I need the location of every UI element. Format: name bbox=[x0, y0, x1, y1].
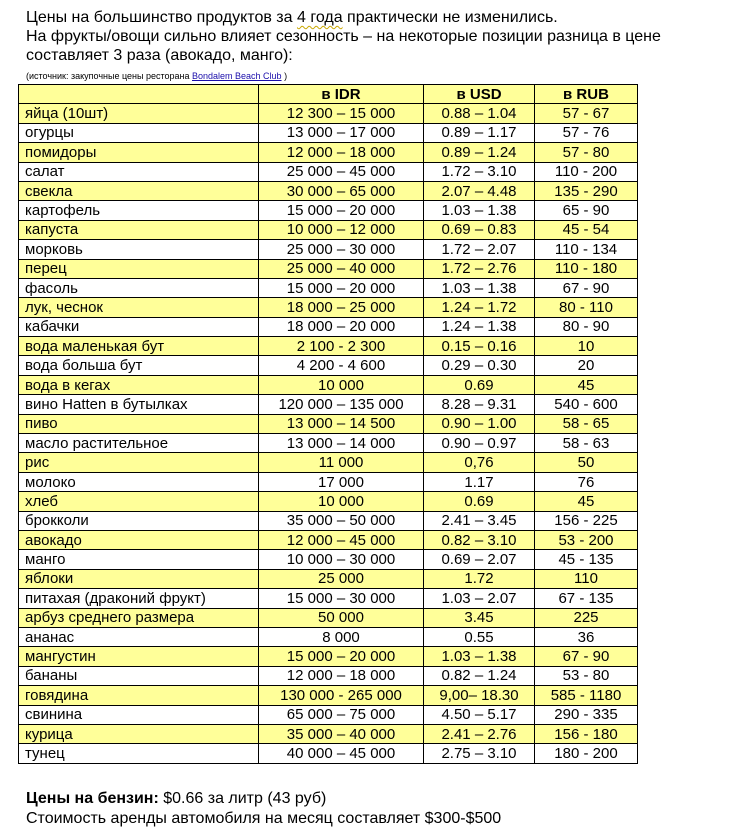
source-suffix: ) bbox=[281, 71, 288, 81]
cell-product: говядина bbox=[19, 686, 259, 705]
cell-rub: 585 - 1180 bbox=[535, 686, 638, 705]
cell-usd: 9,00– 18.30 bbox=[424, 686, 535, 705]
cell-rub: 180 - 200 bbox=[535, 744, 638, 763]
table-row bbox=[19, 317, 638, 336]
cell-idr: 35 000 – 40 000 bbox=[259, 724, 424, 743]
cell-rub: 80 - 110 bbox=[535, 298, 638, 317]
cell-usd: 0.29 – 0.30 bbox=[424, 356, 535, 375]
intro-line-2: На фрукты/овощи сильно влияет сезонность – на некоторые позиции разница в цене bbox=[26, 28, 661, 45]
cell-idr: 120 000 – 135 000 bbox=[259, 395, 424, 414]
cell-product: картофель bbox=[19, 201, 259, 220]
cell-idr: 30 000 – 65 000 bbox=[259, 181, 424, 200]
cell-usd: 0.15 – 0.16 bbox=[424, 337, 535, 356]
gas-price-value: $0.66 за литр (43 руб) bbox=[158, 790, 327, 807]
cell-idr: 13 000 – 14 000 bbox=[259, 434, 424, 453]
cell-product: авокадо bbox=[19, 530, 259, 549]
cell-idr: 40 000 – 45 000 bbox=[259, 744, 424, 763]
cell-rub: 45 bbox=[535, 492, 638, 511]
cell-usd: 1.03 – 1.38 bbox=[424, 647, 535, 666]
cell-idr: 4 200 - 4 600 bbox=[259, 356, 424, 375]
cell-usd: 1.72 bbox=[424, 569, 535, 588]
cell-usd: 0.89 – 1.24 bbox=[424, 143, 535, 162]
cell-usd: 2.07 – 4.48 bbox=[424, 181, 535, 200]
table-row bbox=[19, 240, 638, 259]
cell-rub: 65 - 90 bbox=[535, 201, 638, 220]
header-idr: в IDR bbox=[259, 85, 424, 104]
table-row bbox=[19, 530, 638, 549]
table-row bbox=[19, 414, 638, 433]
cell-idr: 12 000 – 18 000 bbox=[259, 143, 424, 162]
cell-product: пиво bbox=[19, 414, 259, 433]
cell-idr: 25 000 bbox=[259, 569, 424, 588]
table-row bbox=[19, 201, 638, 220]
cell-product: арбуз среднего размера bbox=[19, 608, 259, 627]
cell-usd: 0.82 – 1.24 bbox=[424, 666, 535, 685]
cell-product: салат bbox=[19, 162, 259, 181]
cell-product: рис bbox=[19, 453, 259, 472]
cell-product: яйца (10шт) bbox=[19, 104, 259, 123]
car-rent-line: Стоимость аренды автомобиля на месяц составляет $300-$500 bbox=[26, 810, 502, 827]
cell-product: вода в кегах bbox=[19, 375, 259, 394]
table-row bbox=[19, 724, 638, 743]
cell-idr: 25 000 – 40 000 bbox=[259, 259, 424, 278]
cell-product: морковь bbox=[19, 240, 259, 259]
cell-idr: 13 000 – 17 000 bbox=[259, 123, 424, 142]
cell-usd: 1.72 – 2.07 bbox=[424, 240, 535, 259]
cell-usd: 1.24 – 1.72 bbox=[424, 298, 535, 317]
cell-idr: 15 000 – 20 000 bbox=[259, 278, 424, 297]
cell-rub: 110 - 200 bbox=[535, 162, 638, 181]
gas-price-line bbox=[26, 789, 501, 809]
cell-rub: 57 - 80 bbox=[535, 143, 638, 162]
cell-usd: 0.69 bbox=[424, 375, 535, 394]
cell-idr: 12 300 – 15 000 bbox=[259, 104, 424, 123]
cell-usd: 8.28 – 9.31 bbox=[424, 395, 535, 414]
cell-rub: 67 - 90 bbox=[535, 278, 638, 297]
cell-usd: 0.55 bbox=[424, 627, 535, 646]
cell-rub: 67 - 90 bbox=[535, 647, 638, 666]
intro-text bbox=[26, 8, 741, 65]
table-row bbox=[19, 744, 638, 763]
table-row bbox=[19, 123, 638, 142]
cell-product: свекла bbox=[19, 181, 259, 200]
cell-product: манго bbox=[19, 550, 259, 569]
cell-product: перец bbox=[19, 259, 259, 278]
table-row bbox=[19, 162, 638, 181]
table-row bbox=[19, 550, 638, 569]
cell-usd: 0.82 – 3.10 bbox=[424, 530, 535, 549]
source-note bbox=[26, 71, 287, 82]
cell-rub: 57 - 67 bbox=[535, 104, 638, 123]
cell-idr: 18 000 – 20 000 bbox=[259, 317, 424, 336]
cell-usd: 1.03 – 1.38 bbox=[424, 201, 535, 220]
cell-rub: 53 - 200 bbox=[535, 530, 638, 549]
header-rub: в RUB bbox=[535, 85, 638, 104]
intro-line-1-start: Цены на большинство продуктов за bbox=[26, 9, 297, 26]
cell-product: фасоль bbox=[19, 278, 259, 297]
cell-rub: 290 - 335 bbox=[535, 705, 638, 724]
cell-rub: 80 - 90 bbox=[535, 317, 638, 336]
table-row bbox=[19, 181, 638, 200]
table-row bbox=[19, 104, 638, 123]
header-usd: в USD bbox=[424, 85, 535, 104]
cell-idr: 10 000 – 12 000 bbox=[259, 220, 424, 239]
table-row bbox=[19, 686, 638, 705]
price-table bbox=[18, 84, 638, 764]
intro-line-1-end: практически не изменились. bbox=[342, 9, 558, 26]
table-row bbox=[19, 647, 638, 666]
cell-usd: 1.03 – 2.07 bbox=[424, 589, 535, 608]
cell-idr: 130 000 - 265 000 bbox=[259, 686, 424, 705]
table-row bbox=[19, 453, 638, 472]
cell-rub: 20 bbox=[535, 356, 638, 375]
cell-idr: 10 000 bbox=[259, 492, 424, 511]
cell-idr: 17 000 bbox=[259, 472, 424, 491]
table-header-row bbox=[19, 85, 638, 104]
cell-rub: 10 bbox=[535, 337, 638, 356]
table-row bbox=[19, 511, 638, 530]
cell-usd: 1.72 – 3.10 bbox=[424, 162, 535, 181]
cell-rub: 45 - 135 bbox=[535, 550, 638, 569]
cell-rub: 58 - 63 bbox=[535, 434, 638, 453]
cell-rub: 540 - 600 bbox=[535, 395, 638, 414]
cell-rub: 76 bbox=[535, 472, 638, 491]
cell-usd: 4.50 – 5.17 bbox=[424, 705, 535, 724]
cell-product: питахая (драконий фрукт) bbox=[19, 589, 259, 608]
cell-rub: 156 - 225 bbox=[535, 511, 638, 530]
cell-usd: 0,76 bbox=[424, 453, 535, 472]
cell-usd: 0.69 – 0.83 bbox=[424, 220, 535, 239]
cell-product: лук, чеснок bbox=[19, 298, 259, 317]
cell-product: огурцы bbox=[19, 123, 259, 142]
cell-idr: 65 000 – 75 000 bbox=[259, 705, 424, 724]
cell-rub: 67 - 135 bbox=[535, 589, 638, 608]
cell-product: брокколи bbox=[19, 511, 259, 530]
cell-rub: 135 - 290 bbox=[535, 181, 638, 200]
table-row bbox=[19, 143, 638, 162]
cell-idr: 15 000 – 20 000 bbox=[259, 201, 424, 220]
table-row bbox=[19, 434, 638, 453]
cell-idr: 25 000 – 30 000 bbox=[259, 240, 424, 259]
intro-period-underlined: 4 года bbox=[296, 9, 343, 26]
cell-usd: 0.69 – 2.07 bbox=[424, 550, 535, 569]
cell-idr: 2 100 - 2 300 bbox=[259, 337, 424, 356]
cell-idr: 25 000 – 45 000 bbox=[259, 162, 424, 181]
cell-product: курица bbox=[19, 724, 259, 743]
table-row bbox=[19, 278, 638, 297]
cell-usd: 2.75 – 3.10 bbox=[424, 744, 535, 763]
cell-rub: 45 bbox=[535, 375, 638, 394]
cell-idr: 50 000 bbox=[259, 608, 424, 627]
cell-rub: 110 bbox=[535, 569, 638, 588]
cell-product: вино Hatten в бутылках bbox=[19, 395, 259, 414]
cell-usd: 0.89 – 1.17 bbox=[424, 123, 535, 142]
cell-rub: 50 bbox=[535, 453, 638, 472]
table-row bbox=[19, 569, 638, 588]
table-row bbox=[19, 220, 638, 239]
cell-usd: 1.24 – 1.38 bbox=[424, 317, 535, 336]
cell-product: помидоры bbox=[19, 143, 259, 162]
gas-price-label: Цены на бензин: bbox=[26, 790, 159, 807]
cell-usd: 1.72 – 2.76 bbox=[424, 259, 535, 278]
cell-usd: 0.69 bbox=[424, 492, 535, 511]
cell-usd: 0.88 – 1.04 bbox=[424, 104, 535, 123]
source-link[interactable]: Bondalem Beach Club bbox=[192, 71, 282, 81]
table-row bbox=[19, 298, 638, 317]
intro-line-3: составляет 3 раза (авокадо, манго): bbox=[26, 47, 293, 64]
cell-product: вода больша бут bbox=[19, 356, 259, 375]
cell-rub: 156 - 180 bbox=[535, 724, 638, 743]
cell-product: хлеб bbox=[19, 492, 259, 511]
cell-idr: 10 000 bbox=[259, 375, 424, 394]
cell-product: свинина bbox=[19, 705, 259, 724]
cell-idr: 8 000 bbox=[259, 627, 424, 646]
cell-rub: 36 bbox=[535, 627, 638, 646]
table-row bbox=[19, 356, 638, 375]
cell-idr: 12 000 – 45 000 bbox=[259, 530, 424, 549]
price-table-body bbox=[19, 104, 638, 763]
footer bbox=[26, 789, 501, 829]
table-row bbox=[19, 705, 638, 724]
cell-usd: 1.17 bbox=[424, 472, 535, 491]
cell-rub: 45 - 54 bbox=[535, 220, 638, 239]
header-product bbox=[19, 85, 259, 104]
cell-product: тунец bbox=[19, 744, 259, 763]
cell-usd: 2.41 – 3.45 bbox=[424, 511, 535, 530]
cell-product: молоко bbox=[19, 472, 259, 491]
table-row bbox=[19, 627, 638, 646]
cell-usd: 3.45 bbox=[424, 608, 535, 627]
cell-usd: 0.90 – 1.00 bbox=[424, 414, 535, 433]
source-prefix: (источник: закупочные цены ресторана bbox=[26, 71, 192, 81]
cell-product: ананас bbox=[19, 627, 259, 646]
table-row bbox=[19, 395, 638, 414]
table-row bbox=[19, 608, 638, 627]
intro-line-1 bbox=[26, 8, 741, 27]
cell-rub: 110 - 134 bbox=[535, 240, 638, 259]
cell-product: масло растительное bbox=[19, 434, 259, 453]
cell-idr: 15 000 – 30 000 bbox=[259, 589, 424, 608]
cell-idr: 18 000 – 25 000 bbox=[259, 298, 424, 317]
cell-rub: 225 bbox=[535, 608, 638, 627]
cell-rub: 57 - 76 bbox=[535, 123, 638, 142]
table-row bbox=[19, 589, 638, 608]
cell-product: кабачки bbox=[19, 317, 259, 336]
cell-usd: 0.90 – 0.97 bbox=[424, 434, 535, 453]
cell-product: капуста bbox=[19, 220, 259, 239]
cell-idr: 13 000 – 14 500 bbox=[259, 414, 424, 433]
cell-usd: 2.41 – 2.76 bbox=[424, 724, 535, 743]
cell-idr: 35 000 – 50 000 bbox=[259, 511, 424, 530]
cell-rub: 53 - 80 bbox=[535, 666, 638, 685]
cell-idr: 10 000 – 30 000 bbox=[259, 550, 424, 569]
cell-product: вода маленькая бут bbox=[19, 337, 259, 356]
cell-product: бананы bbox=[19, 666, 259, 685]
cell-product: мангустин bbox=[19, 647, 259, 666]
cell-rub: 58 - 65 bbox=[535, 414, 638, 433]
cell-rub: 110 - 180 bbox=[535, 259, 638, 278]
cell-idr: 12 000 – 18 000 bbox=[259, 666, 424, 685]
table-row bbox=[19, 472, 638, 491]
table-row bbox=[19, 259, 638, 278]
table-row bbox=[19, 666, 638, 685]
cell-usd: 1.03 – 1.38 bbox=[424, 278, 535, 297]
table-row bbox=[19, 337, 638, 356]
cell-idr: 11 000 bbox=[259, 453, 424, 472]
cell-product: яблоки bbox=[19, 569, 259, 588]
cell-idr: 15 000 – 20 000 bbox=[259, 647, 424, 666]
table-row bbox=[19, 492, 638, 511]
table-row bbox=[19, 375, 638, 394]
